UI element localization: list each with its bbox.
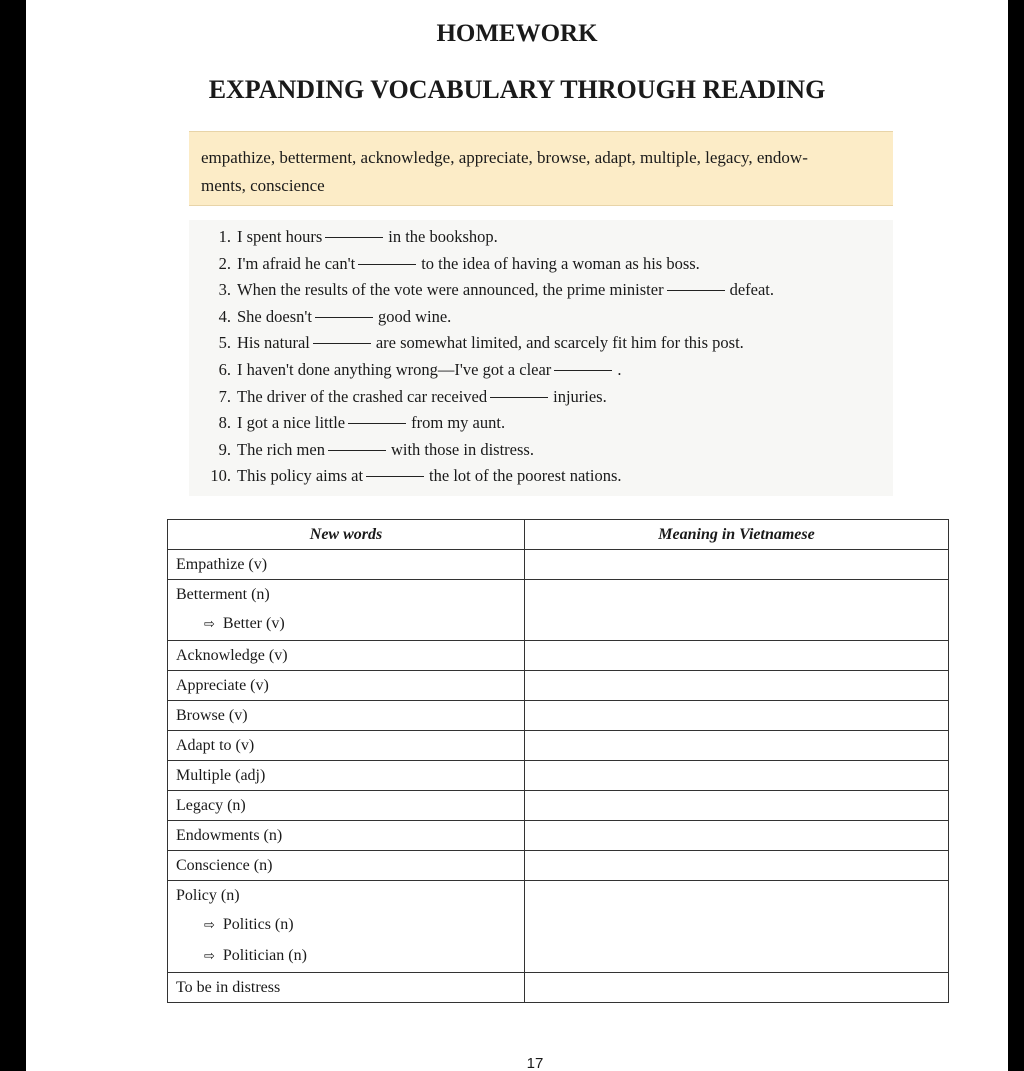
vocabulary-table <box>167 519 949 1003</box>
answer-blank[interactable] <box>554 369 612 371</box>
meaning-cell[interactable] <box>525 851 949 881</box>
exercise-number: 4. <box>218 306 231 326</box>
derived-word-text: Better (v) <box>222 615 285 632</box>
derived-word-text: Politics (n) <box>222 916 294 933</box>
exercise-number: 6. <box>218 360 231 379</box>
new-word-cell <box>168 881 525 973</box>
arrow-right-icon: ⇨ <box>204 617 215 632</box>
fill-in-exercise <box>189 220 893 496</box>
table-header-row <box>168 520 949 550</box>
exercise-text-after: . <box>617 360 622 379</box>
exercise-item <box>189 384 607 410</box>
page-subtitle: EXPANDING VOCABULARY THROUGH READING <box>208 75 826 104</box>
new-word: Policy (n) <box>176 887 240 904</box>
table-row <box>168 881 949 973</box>
meaning-cell[interactable] <box>525 881 949 973</box>
derived-word <box>176 910 516 941</box>
table-row <box>168 671 949 701</box>
exercise-text-before: When the results of the vote were announced, the prime minister <box>237 280 664 300</box>
new-word: Endowments (n) <box>176 826 283 844</box>
exercise-number: 7. <box>218 386 231 406</box>
new-word: Browse (v) <box>176 706 248 724</box>
exercise-item <box>189 251 700 277</box>
new-word-cell <box>168 821 525 851</box>
meaning-cell[interactable] <box>525 671 949 701</box>
exercise-item <box>189 357 621 383</box>
answer-blank[interactable] <box>328 449 386 451</box>
table-row <box>168 973 949 1003</box>
derived-word-text: Politician (n) <box>222 947 307 964</box>
exercise-text-before: The driver of the crashed car received <box>237 386 488 406</box>
exercise-number: 1. <box>218 227 231 246</box>
exercise-item <box>189 410 505 436</box>
answer-blank[interactable] <box>313 342 371 344</box>
table-row <box>168 580 949 641</box>
new-word-cell <box>168 851 525 881</box>
answer-blank[interactable] <box>366 475 424 477</box>
exercise-text-after: in the bookshop. <box>388 227 498 246</box>
new-word: Adapt to (v) <box>176 736 255 754</box>
answer-blank[interactable] <box>325 236 383 238</box>
new-word: Betterment (n) <box>176 586 270 603</box>
page-title: HOMEWORK <box>436 20 598 47</box>
table-row <box>168 851 949 881</box>
new-word-cell <box>168 550 525 580</box>
exercise-text-before: I got a nice little <box>237 413 346 433</box>
arrow-right-icon: ⇨ <box>204 918 215 933</box>
exercise-text-after: injuries. <box>553 386 607 406</box>
table-row <box>168 821 949 851</box>
meaning-cell[interactable] <box>525 641 949 671</box>
meaning-cell[interactable] <box>525 580 949 641</box>
new-word-cell <box>168 671 525 701</box>
exercise-item <box>189 277 774 303</box>
new-word: Acknowledge (v) <box>176 646 288 664</box>
table-row <box>168 761 949 791</box>
table-row <box>168 701 949 731</box>
page-number: 17 <box>526 1055 544 1071</box>
exercise-text-before: She doesn't <box>237 306 312 326</box>
exercise-item <box>189 437 534 463</box>
exercise-number: 2. <box>218 253 231 273</box>
exercise-text-before: This policy aims at <box>237 466 364 486</box>
word-bank-line: ments, conscience <box>201 176 325 195</box>
table-row <box>168 550 949 580</box>
exercise-text-before: I spent hours <box>237 227 323 246</box>
exercise-text-after: to the idea of having a woman as his boss. <box>421 253 700 273</box>
table-row <box>168 731 949 761</box>
meaning-cell[interactable] <box>525 550 949 580</box>
new-word-cell <box>168 731 525 761</box>
exercise-item <box>189 224 498 250</box>
exercise-number: 9. <box>218 439 231 459</box>
exercise-text-before: I haven't done anything wrong—I've got a clear <box>237 360 552 379</box>
new-word-cell <box>168 641 525 671</box>
exercise-item <box>189 330 744 356</box>
table-row <box>168 641 949 671</box>
exercise-text-after: the lot of the poorest nations. <box>429 466 622 486</box>
meaning-cell[interactable] <box>525 821 949 851</box>
exercise-text-before: His natural <box>237 333 310 353</box>
new-word: Legacy (n) <box>176 796 246 814</box>
new-word: Appreciate (v) <box>176 676 269 694</box>
exercise-text-before: I'm afraid he can't <box>237 253 356 273</box>
column-header-meaning: Meaning in Vietnamese <box>525 520 949 550</box>
exercise-number: 10. <box>210 466 231 486</box>
word-bank-line: empathize, betterment, acknowledge, appreciate, browse, adapt, multiple, legacy, endow- <box>201 148 808 167</box>
new-word: Conscience (n) <box>176 856 273 874</box>
new-word-cell <box>168 761 525 791</box>
meaning-cell[interactable] <box>525 701 949 731</box>
new-word: Empathize (v) <box>176 555 268 573</box>
exercise-text-after: good wine. <box>377 306 452 326</box>
answer-blank[interactable] <box>490 396 548 398</box>
meaning-cell[interactable] <box>525 973 949 1003</box>
table-row <box>168 791 949 821</box>
new-word-cell <box>168 701 525 731</box>
arrow-right-icon: ⇨ <box>204 949 215 964</box>
exercise-number: 3. <box>218 280 231 300</box>
exercise-number: 5. <box>218 333 231 353</box>
new-word-cell <box>168 580 525 641</box>
exercise-text-after: from my aunt. <box>411 413 506 433</box>
meaning-cell[interactable] <box>525 761 949 791</box>
new-word: Multiple (adj) <box>176 766 266 784</box>
new-word-cell <box>168 973 525 1003</box>
answer-blank[interactable] <box>667 289 725 291</box>
document-page <box>26 0 1008 1071</box>
answer-blank[interactable] <box>358 263 416 265</box>
exercise-text-after: with those in distress. <box>390 439 534 459</box>
derived-word <box>176 609 516 640</box>
exercise-item <box>189 463 622 489</box>
exercise-text-after: are somewhat limited, and scarcely fit him for this post. <box>375 333 744 353</box>
column-header-new-words: New words <box>168 520 525 550</box>
exercise-text-after: defeat. <box>729 280 775 300</box>
meaning-cell[interactable] <box>525 731 949 761</box>
exercise-item <box>189 304 451 330</box>
derived-word <box>176 941 516 972</box>
exercise-number: 8. <box>218 413 231 433</box>
new-word-cell <box>168 791 525 821</box>
word-bank-box <box>189 131 893 206</box>
exercise-text-before: The rich men <box>237 439 325 459</box>
answer-blank[interactable] <box>348 422 406 424</box>
answer-blank[interactable] <box>315 316 373 318</box>
new-word: To be in distress <box>176 978 281 996</box>
meaning-cell[interactable] <box>525 791 949 821</box>
